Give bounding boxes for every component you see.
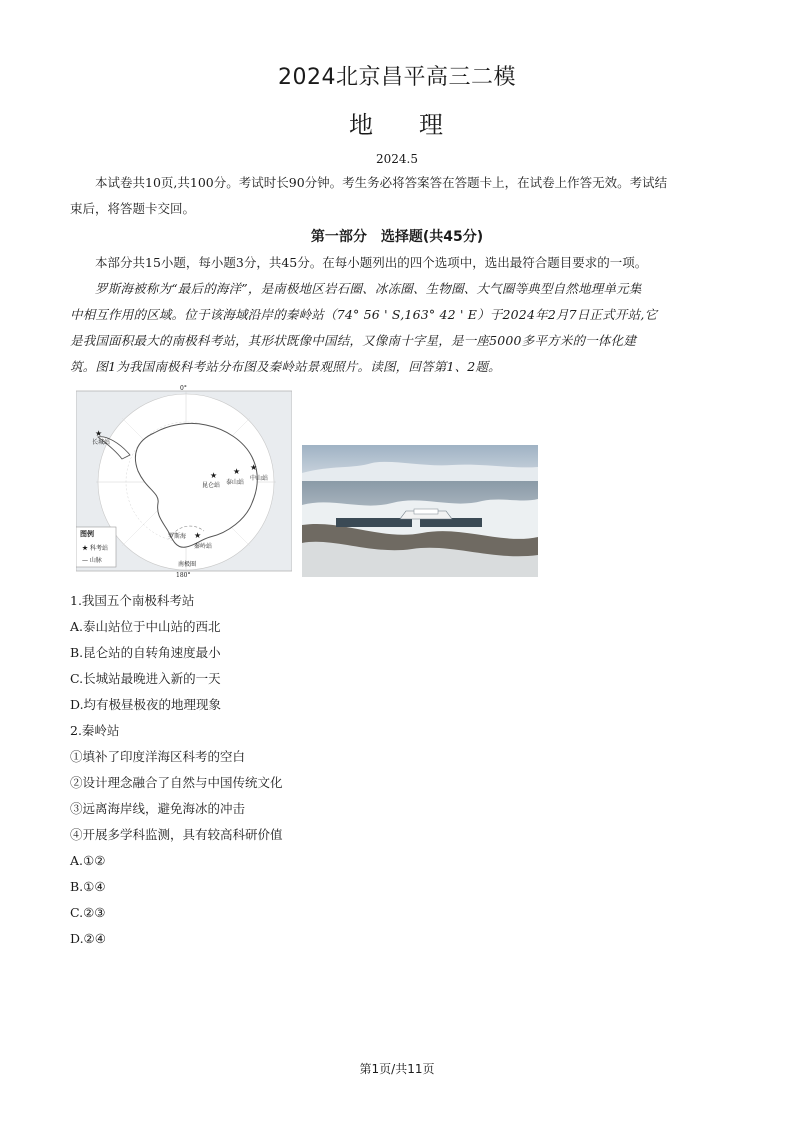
star-icon: ★: [250, 463, 258, 472]
question-2-item-4: ④开展多学科监测，具有较高科研价值: [70, 827, 283, 842]
mountain-line-icon: —: [82, 557, 88, 564]
intro-line-2: 束后，将答题卡交回。: [70, 201, 196, 216]
station-label-zhongshan: 中山站: [250, 475, 269, 482]
star-icon: ★: [82, 545, 89, 552]
passage-line-4: 筑。图1为我国南极科考站分布图及秦岭站景观照片。读图，回答第1、2题。: [70, 359, 501, 374]
star-icon: ★: [233, 467, 241, 476]
subject-char-2: 理: [419, 111, 445, 139]
station-label-qinling: 秦岭站: [194, 543, 213, 550]
station-label-kunlun: 昆仑站: [202, 482, 221, 489]
instruction-line: 本部分共15小题，每小题3分，共45分。在每小题列出的四个选项中，选出最符合题目要求的一项。: [95, 255, 648, 270]
legend-title: 图例: [80, 529, 94, 538]
map-label-0: 0°: [180, 385, 187, 392]
legend-line-label: 山脉: [89, 557, 102, 564]
question-1-option-b: B.昆仑站的自转角速度最小: [70, 645, 221, 660]
passage-line-3: 是我国面积最大的南极科考站，其形状既像中国结，又像南十字星，是一座5000多平方米的一体化建: [70, 333, 637, 348]
legend-star: [82, 543, 108, 552]
question-2-item-1: ①填补了印度洋海区科考的空白: [70, 749, 246, 764]
star-icon: ★: [194, 531, 202, 540]
question-2-stem: 2.秦岭站: [70, 723, 120, 738]
legend-line: [82, 555, 102, 564]
qinling-station-photo: [302, 445, 538, 577]
star-icon: ★: [95, 429, 103, 438]
passage-line-1: 罗斯海被称为“最后的海洋”，是南极地区岩石圈、冰冻圈、生物圈、大气圈等典型自然地理单元集: [95, 281, 642, 296]
question-2-option-c: C.②③: [70, 905, 106, 920]
intro-line-1: 本试卷共10页,共100分。考试时长90分钟。考生务必将答案答在答题卡上，在试卷上作答无效。考试结: [95, 175, 668, 190]
passage-line-2: 中相互作用的区域。位于该海域沿岸的秦岭站（74° 56 ' S,163° 42 ' E）于2024年2月7日正式开站,它: [70, 307, 658, 322]
question-2-option-a: A.①②: [70, 853, 106, 868]
subject-title: [0, 105, 794, 140]
legend-star-label: 科考站: [89, 545, 108, 552]
question-1-option-c: C.长城站最晚进入新的一天: [70, 671, 221, 686]
antarctica-map: [76, 385, 292, 580]
map-label-180: 180°: [176, 572, 191, 579]
question-2-item-2: ②设计理念融合了自然与中国传统文化: [70, 775, 283, 790]
question-1-option-d: D.均有极昼极夜的地理现象: [70, 697, 222, 712]
star-icon: ★: [210, 471, 218, 480]
subject-char-1: 地: [349, 111, 375, 139]
question-2-option-b: B.①④: [70, 879, 106, 894]
page-title: 2024北京昌平高三二模: [278, 65, 516, 90]
page-footer: 第1页/共11页: [359, 1062, 435, 1076]
question-2-item-3: ③远离海岸线，避免海冰的冲击: [70, 801, 246, 816]
section-title: 第一部分 选择题(共45分): [310, 229, 484, 245]
section-instruction: [70, 250, 720, 276]
station-label-taishan: 泰山站: [226, 479, 245, 486]
question-1-stem: 1.我国五个南极科考站: [70, 593, 195, 608]
intro-text: [70, 170, 720, 222]
question-1-option-a: A.泰山站位于中山站的西北: [70, 619, 221, 634]
passage: [70, 276, 720, 380]
question-2-option-d: D.②④: [70, 931, 106, 946]
sea-label: 罗斯海: [168, 533, 187, 540]
station-label-changcheng: 长城站: [92, 439, 111, 446]
shelf-label: 南极圈: [178, 561, 197, 568]
exam-date: 2024.5: [376, 152, 418, 166]
